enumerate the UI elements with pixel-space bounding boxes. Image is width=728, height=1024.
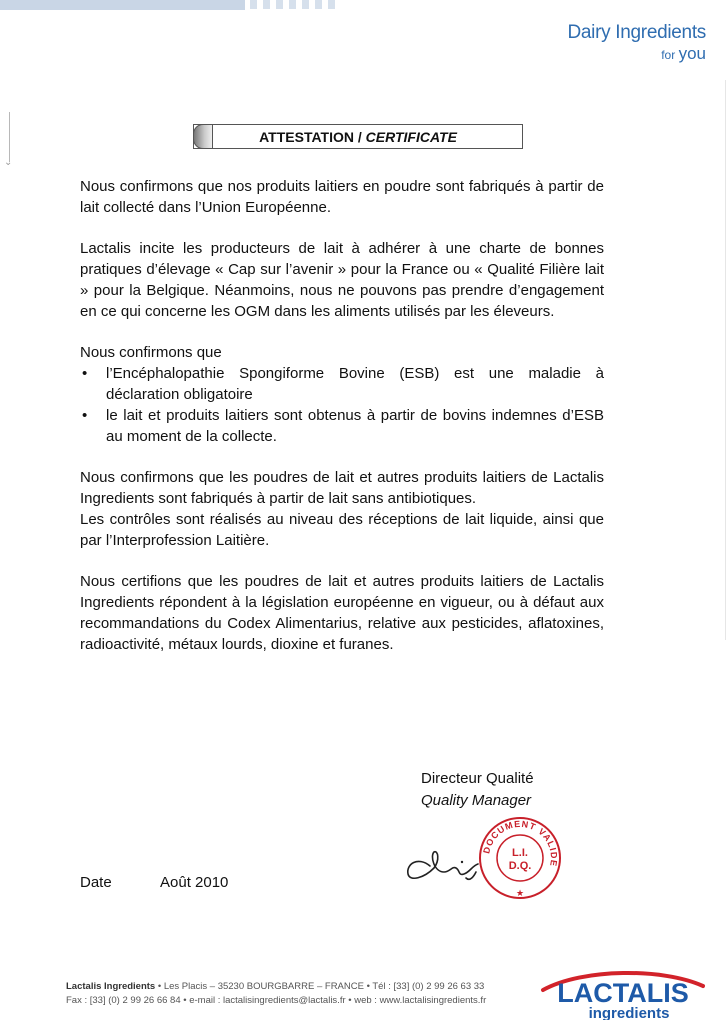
bullet-icon: • [82,407,88,424]
brand-tagline [567,22,706,64]
paragraph-charter: Lactalis incite les producteurs de lait à adhérer à une charte de bonnes pratiques d’élevage « Cap sur l’avenir » pour la France ou « Qualité Filière lait » pour la Belgique. Néanmoins, nous ne pouvons pas prendre d’engagement en ce qui concerne les OGM dans les aliments utilisés par les éleveurs. [80,240,604,320]
footer-line1: • Les Placis – 35230 BOURGBARRE – FRANCE • Tél : [33] (0) 2 99 26 63 33 [155,981,485,992]
signatory-title-en: Quality Manager [421,792,532,809]
bullet-icon: • [82,365,88,382]
title-box-cap [193,124,213,149]
header-band [0,0,245,10]
confirm-list [80,363,604,447]
date-line [80,874,229,891]
list-item: • l’Encéphalopathie Spongiforme Bovine (ESB) est une maladie à déclaration obligatoire [82,365,604,403]
lactalis-logo [533,966,713,1020]
document-body [80,176,604,675]
paragraph-origin: Nous confirmons que nos produits laitiers en poudre sont fabriqués à partir de lait collecté dans l’Union Européenne. [80,178,604,216]
paragraph-certify: Nous certifions que les poudres de lait et autres produits laitiers de Lactalis Ingredients répondent à la législation européenne en vigueur, ou à défaut aux recommandations du Codex Alimentarius, relative aux pesticides, aflatoxines, radioactivité, métaux lourds, dioxine et furanes. [80,573,604,653]
stamp-star-icon: ★ [515,888,525,898]
footer-company: Lactalis Ingredients [66,981,156,992]
page-title: ATTESTATION / CERTIFICATE [259,128,457,145]
footer-line2: Fax : [33] (0) 2 99 26 66 84 • e-mail : lactalisingredients@lactalis.fr • web : www.lactalisingredients.fr [66,995,487,1006]
validation-stamp [478,816,562,900]
brand-for: for [661,48,676,62]
signature-block [421,768,534,812]
brand-you: you [678,44,706,63]
page-title-italic: CERTIFICATE [365,128,457,145]
brand-line2 [567,44,706,64]
brand-line1: Dairy Ingredients [567,22,706,43]
paragraph-antibiotics: Nous confirmons que les poudres de lait et autres produits laitiers de Lactalis Ingredients sont fabriqués à partir de lait sans antibiotiques. [80,469,604,507]
right-margin-line [725,80,726,640]
margin-line [9,112,10,162]
logo-subtitle: ingredients [588,1005,670,1020]
stamp-center-line1: L.I. [512,847,528,859]
paragraph-controls: Les contrôles sont réalisés au niveau des réceptions de lait liquide, ainsi que par l’Interprofession Laitière. [80,511,604,549]
stamp-ring-text: DOCUMENT VALIDE [481,818,560,868]
date-value: Août 2010 [160,874,229,891]
footer-address [66,980,486,1008]
logo-wordmark: LACTALIS [557,978,689,1008]
margin-arrow-icon: ⌄ [4,157,13,168]
signatory-title-fr: Directeur Qualité [421,770,534,787]
header-dots [250,0,335,9]
list-item: • le lait et produits laitiers sont obtenus à partir de bovins indemnes d’ESB au moment de la collecte. [82,407,604,445]
date-label: Date [80,874,112,891]
title-box [193,124,523,149]
confirm-intro: Nous confirmons que [80,344,222,361]
stamp-center-line2: D.Q. [508,860,532,872]
